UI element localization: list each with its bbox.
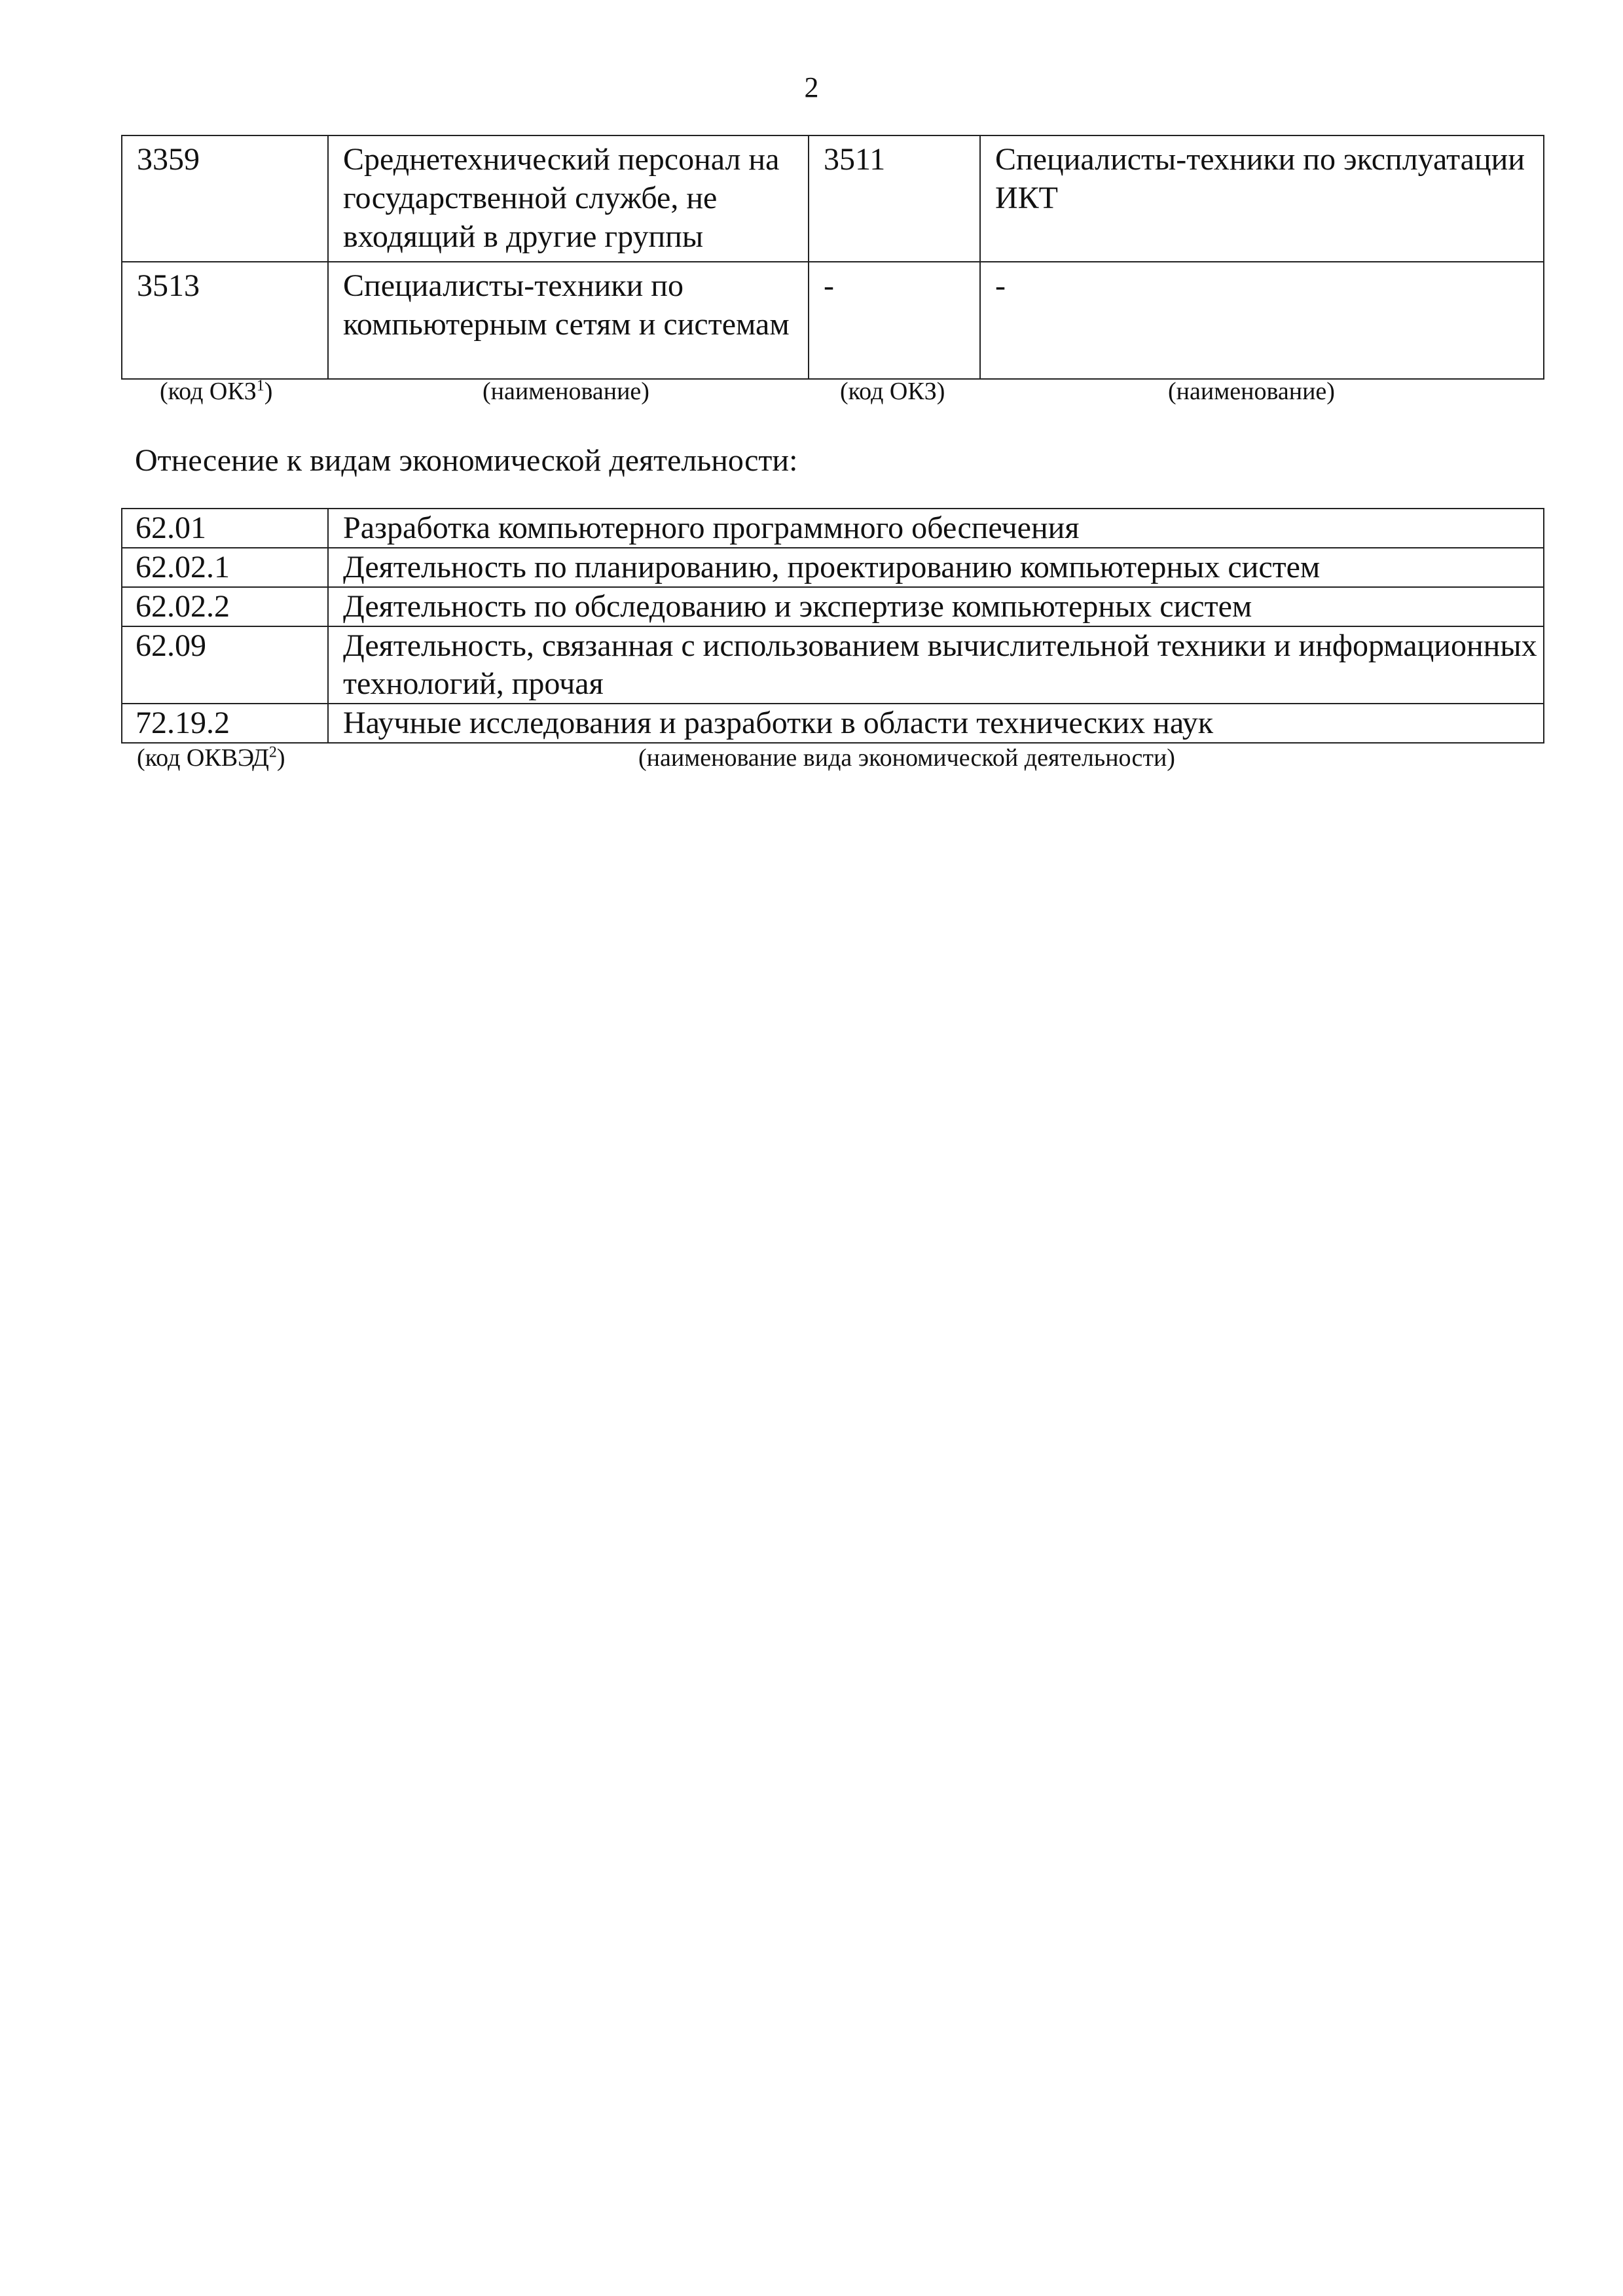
- okved-table: [121, 508, 1544, 744]
- okz-code-cell: 3513: [122, 262, 328, 379]
- okved-row: [122, 587, 1544, 626]
- section-title: Отнесение к видам экономической деятельности:: [135, 443, 798, 478]
- okz-name-caption-2: (наименование): [1168, 378, 1335, 405]
- okz-row: [122, 262, 1544, 379]
- okved-name-cell: Деятельность по обследованию и экспертизе компьютерных систем: [328, 587, 1544, 626]
- okz-row: [122, 135, 1544, 262]
- okved-name-cell: Разработка компьютерного программного обеспечения: [328, 509, 1544, 548]
- okved-code-cell: 62.09: [122, 626, 328, 704]
- page-number: 2: [804, 71, 819, 103]
- okz-code-caption: (код ОКЗ$^1$): [160, 377, 273, 405]
- okved-captions: [121, 744, 1543, 776]
- okz-code-cell: 3359: [122, 135, 328, 262]
- okved-name-cell: Деятельность по планированию, проектированию компьютерных систем: [328, 548, 1544, 587]
- okved-row: [122, 548, 1544, 587]
- okved-row: [122, 704, 1544, 743]
- okved-code-cell: 62.02.1: [122, 548, 328, 587]
- okz-table: [121, 135, 1544, 380]
- okz-code-cell: -: [809, 262, 980, 379]
- okz-code-caption-2: (код ОКЗ): [840, 378, 945, 405]
- okz-name-cell: -: [980, 262, 1544, 379]
- okz-name-cell: Специалисты-техники по компьютерным сетям и системам: [328, 262, 809, 379]
- okz-name-cell: Среднетехнический персонал на государственной службе, не входящий в другие группы: [328, 135, 809, 262]
- okz-code-cell: 3511: [809, 135, 980, 262]
- okved-code-cell: 62.01: [122, 509, 328, 548]
- okved-row: [122, 626, 1544, 704]
- okved-name-cell: Деятельность, связанная с использованием вычислительной техники и информационных технологий, прочая: [328, 626, 1544, 704]
- okved-code-caption: (код ОКВЭД$^2$): [137, 744, 285, 772]
- okz-captions: [121, 377, 1543, 410]
- okved-row: [122, 509, 1544, 548]
- okved-name-cell: Научные исследования и разработки в области технических наук: [328, 704, 1544, 743]
- okved-code-cell: 72.19.2: [122, 704, 328, 743]
- okz-name-caption: (наименование): [483, 378, 649, 405]
- okz-name-cell: Специалисты-техники по эксплуатации ИКТ: [980, 135, 1544, 262]
- okved-code-cell: 62.02.2: [122, 587, 328, 626]
- okved-name-caption: (наименование вида экономической деятельности): [638, 744, 1175, 772]
